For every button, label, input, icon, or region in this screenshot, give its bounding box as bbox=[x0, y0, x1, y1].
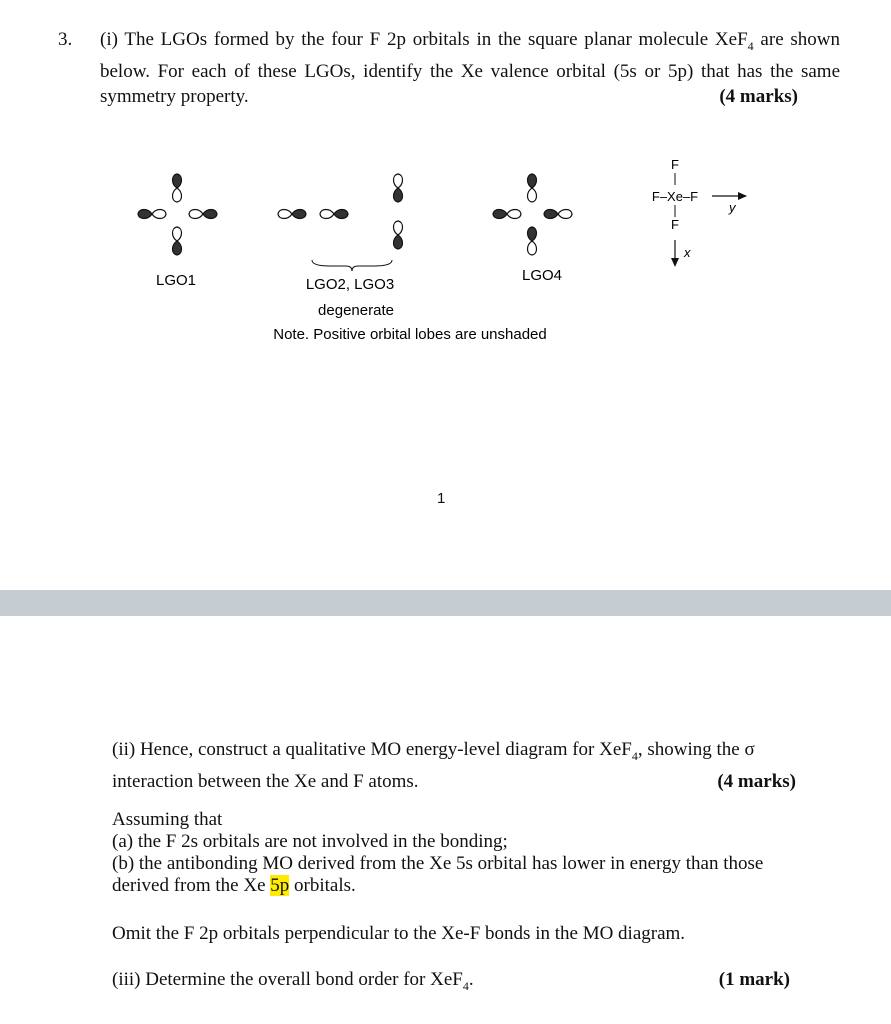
lgo4-orbitals bbox=[493, 174, 572, 255]
omit-instruction: Omit the F 2p orbitals perpendicular to the Xe-F bonds in the MO diagram. bbox=[112, 923, 686, 944]
f-bottom-label: F bbox=[671, 217, 679, 232]
part-iii-text: (iii) Determine the overall bond order for XeF$_4$. (1 mark) bbox=[112, 969, 790, 993]
f-xe-f-label: F–Xe–F bbox=[651, 189, 699, 204]
part-ii-marks: (4 marks) bbox=[717, 770, 796, 792]
lgo3-orbitals bbox=[394, 174, 403, 249]
part-i-text bbox=[100, 27, 840, 109]
highlighted-5p: 5p bbox=[270, 875, 290, 896]
assuming-label: Assuming that bbox=[112, 809, 223, 830]
part-i-marks: (4 marks) bbox=[719, 85, 798, 107]
condition-b-line1: (b) the antibonding MO derived from the Xe 5s orbital has lower in energy than those bbox=[112, 853, 764, 874]
part-i-line2: below. For each of these LGOs, identify the Xe valence orbital (5s or 5p) that has the same bbox=[100, 60, 840, 82]
lgo-figure bbox=[0, 140, 891, 360]
page-number: 1 bbox=[437, 490, 446, 507]
axes-key bbox=[652, 157, 747, 267]
degenerate-brace bbox=[312, 260, 392, 271]
condition-b-line2: derived from the Xe 5p orbitals. bbox=[112, 875, 356, 896]
lgo4-label: LGO4 bbox=[521, 267, 563, 284]
condition-a: (a) the F 2s orbitals are not involved in the bonding; bbox=[112, 831, 508, 852]
part-ii-line1: (ii) Hence, construct a qualitative MO energy-level diagram for XeF$_4$, showing the σ bbox=[112, 739, 755, 763]
part-i-line3: symmetry property. (4 marks) bbox=[100, 85, 798, 107]
question-number: 3. bbox=[58, 29, 73, 50]
page-divider bbox=[0, 590, 891, 616]
note-label: Note. Positive orbital lobes are unshaded bbox=[273, 326, 547, 343]
f-top-label: F bbox=[671, 157, 679, 172]
part-iii-marks: (1 mark) bbox=[718, 969, 790, 990]
degenerate-label: degenerate bbox=[318, 302, 394, 319]
part-i-line1: (i) The LGOs formed by the four F 2p orbitals in the square planar molecule XeF$_4$ are shown bbox=[100, 29, 840, 53]
lgo2-orbitals bbox=[278, 210, 348, 219]
part-ii-text bbox=[112, 737, 802, 794]
part-ii-line2: interaction between the Xe and F atoms. (4 marks) bbox=[112, 770, 796, 792]
x-axis-label: x bbox=[684, 245, 691, 260]
lgo1-orbitals bbox=[138, 174, 217, 255]
y-axis-label: y bbox=[729, 200, 736, 215]
lgo23-label: LGO2, LGO3 bbox=[305, 276, 395, 293]
lgo1-label: LGO1 bbox=[155, 272, 197, 289]
assumptions bbox=[112, 807, 812, 898]
